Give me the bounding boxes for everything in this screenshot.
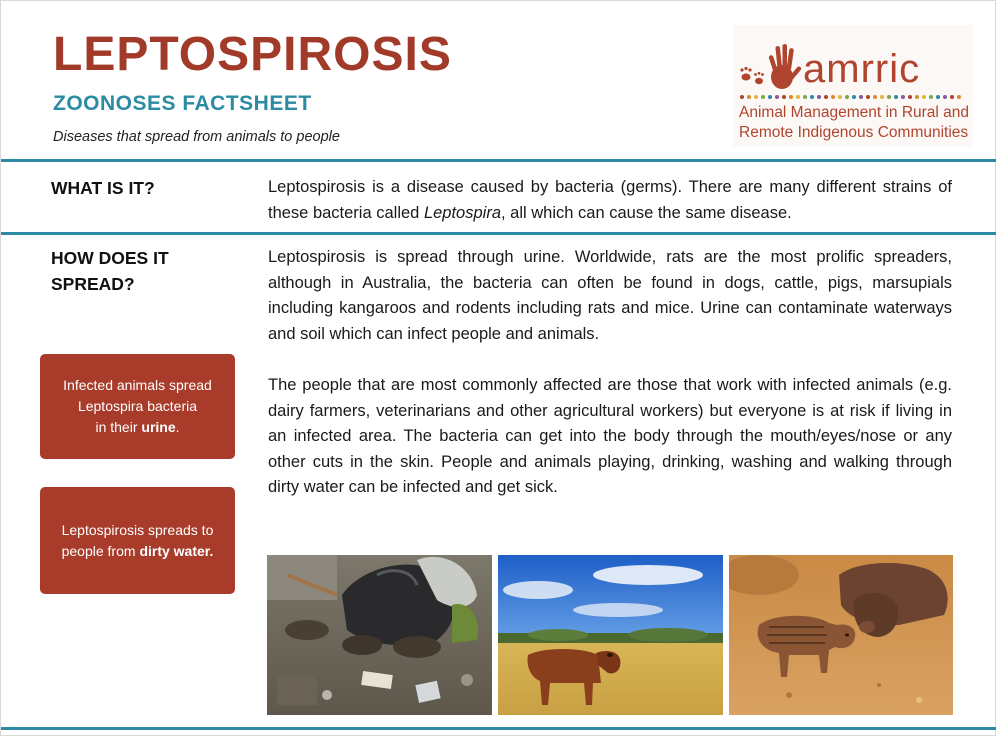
callout-line: Leptospirosis spreads to: [61, 521, 214, 538]
section-divider: [1, 159, 996, 162]
callout-line: [62, 541, 214, 562]
photo-pigs: [729, 555, 953, 715]
section-heading-what: WHAT IS IT?: [51, 178, 155, 198]
callout-text: people from: [61, 542, 140, 559]
what-text-part2: , all which can cause the same disease.: [501, 203, 792, 222]
logo-tagline-line1: Animal Management in Rural and: [739, 104, 970, 121]
photo-rats-garbage: [267, 555, 492, 715]
callout-line: Infected animals spread: [63, 377, 212, 393]
handprint-pawprint-icon: [737, 41, 803, 91]
amrric-logo: [733, 25, 973, 147]
photo-cow-field: [498, 555, 723, 715]
leptospira-term: Leptospira: [423, 203, 501, 222]
callout-dirty-water: [40, 487, 235, 594]
section-heading-how: [51, 245, 169, 297]
callout-dirty-water-text: [62, 520, 214, 562]
callout-urine: [40, 354, 235, 459]
callout-urine-text: [63, 375, 212, 438]
callout-text: .: [175, 419, 180, 435]
section-divider: [1, 232, 996, 235]
heading-how-line1: HOW DOES IT: [51, 248, 169, 268]
logo-tagline-line2: Remote Indigenous Communities: [739, 124, 969, 141]
callout-text: in their: [95, 419, 142, 435]
page-tagline: Diseases that spread from animals to people: [53, 129, 340, 145]
footer-divider: [1, 727, 996, 730]
page-subtitle: ZOONOSES FACTSHEET: [53, 92, 312, 115]
page-title: LEPTOSPIROSIS: [53, 28, 452, 81]
callout-line: [63, 417, 212, 438]
callout-line: Leptospira bacteria: [77, 398, 198, 414]
callout-emphasis: dirty water.: [139, 542, 214, 559]
what-text-part1: Leptospirosis is a disease caused by bacteria (germs). There are many different strains of these bacteria called: [268, 178, 952, 222]
section-paragraph-how-2: The people that are most commonly affected are those that work with infected animals (e.g. dairy farmers, veterinarians and other agricultural workers) but everyone is at risk if living in an infected area. The bacteria can get into the body through the mouth/eyes/nose or any other cuts in the skin. People and animals playing, drinking, washing and walking through dirty water can be infected and get sick.: [268, 376, 952, 496]
callout-emphasis: urine: [141, 419, 176, 435]
section-text-what: [268, 175, 952, 226]
logo-dots-decoration: [739, 93, 965, 101]
logo-wordmark: amrric: [803, 47, 921, 91]
section-paragraph-how-1: Leptospirosis is spread through urine. Worldwide, rats are the most prolific spreaders, although in Australia, the bacteria can often be found in dogs, cattle, pigs, marsupials including kangaroos and rodents including rats and mice. Urine can contaminate waterways and soil which can infect people and animals.: [268, 248, 952, 343]
heading-how-line2: SPREAD?: [51, 274, 135, 294]
